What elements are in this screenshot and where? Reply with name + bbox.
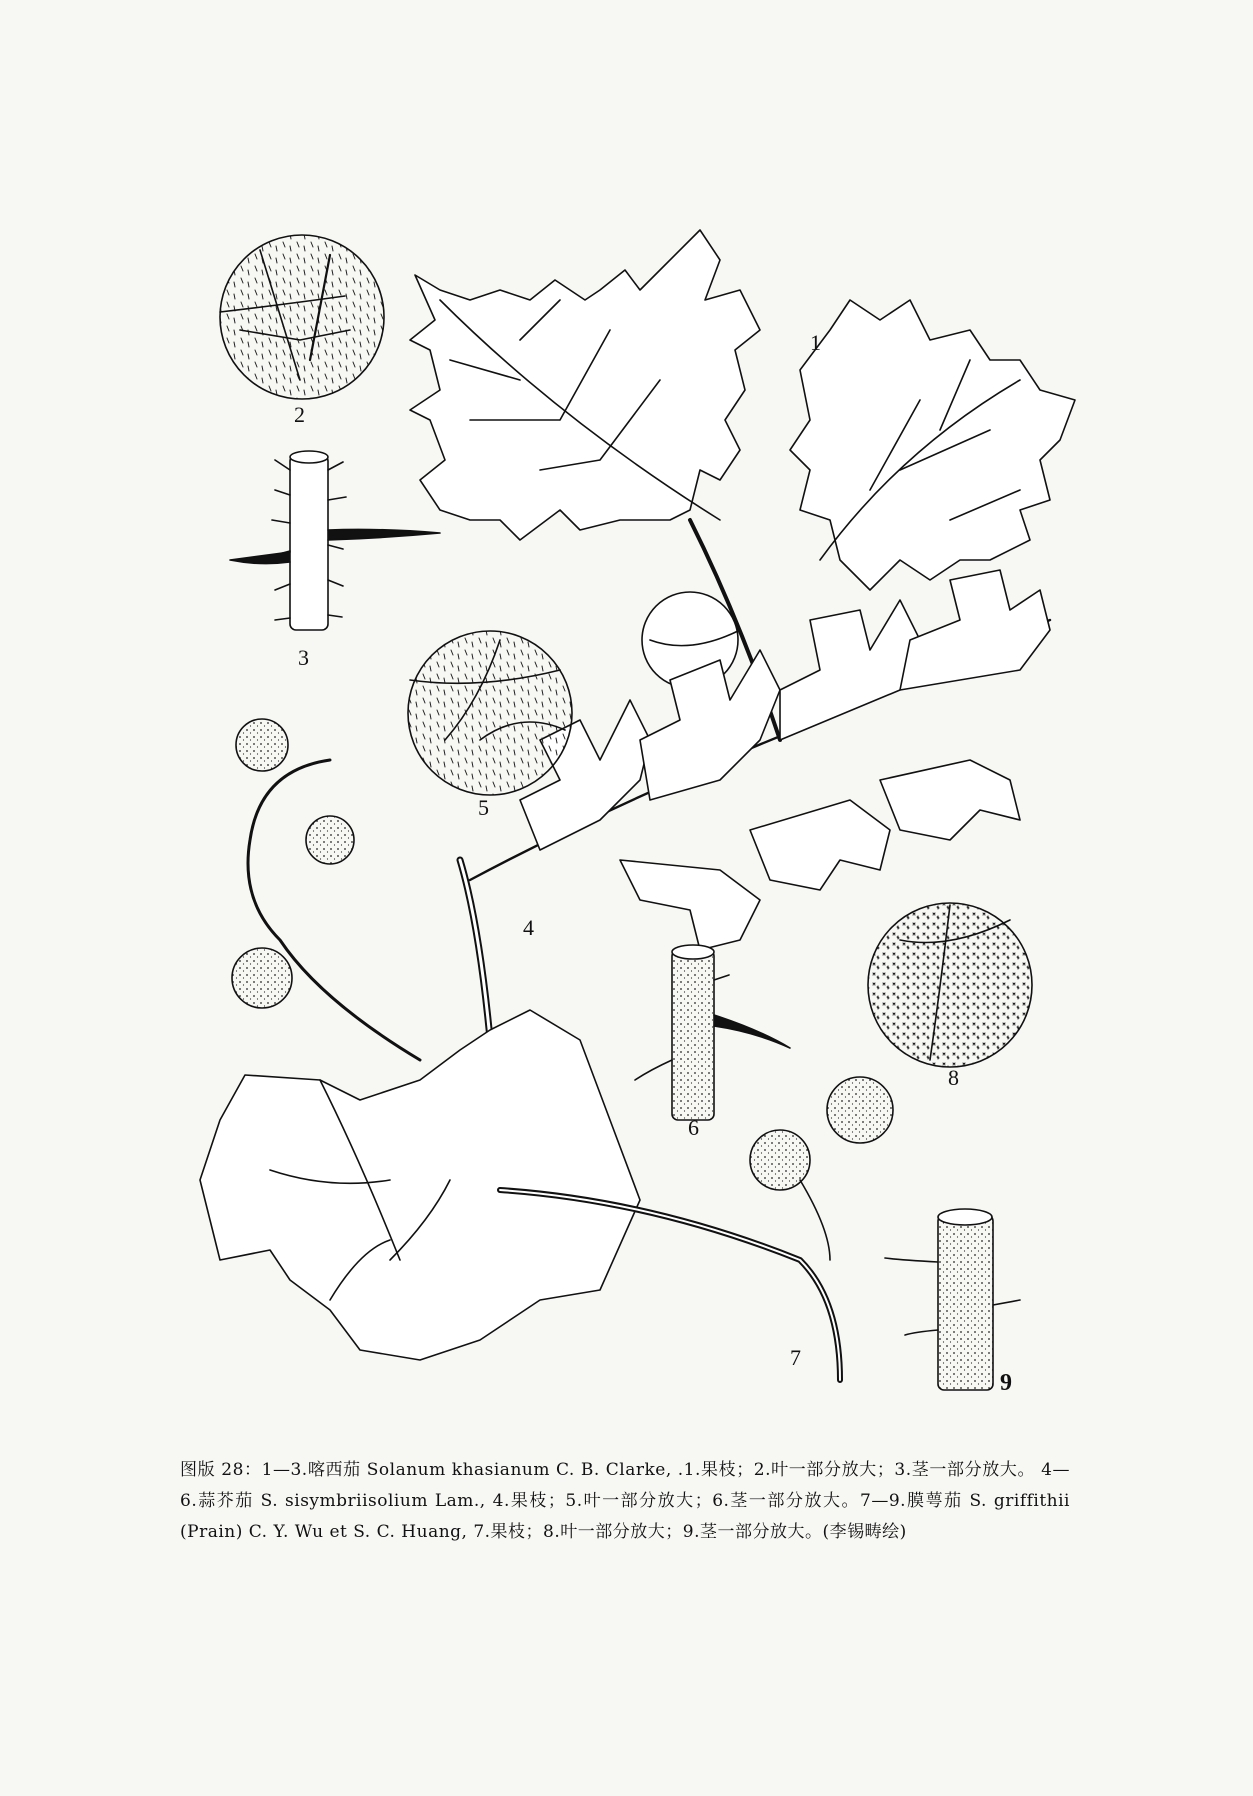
figure-label-2: 2 — [294, 402, 305, 427]
figure-2-leaf-detail — [220, 235, 384, 399]
figure-4-fruits — [232, 719, 420, 1060]
figure-7-fruit-branch — [200, 1010, 893, 1380]
figure-label-3: 3 — [298, 645, 309, 670]
plate-caption — [180, 1455, 1070, 1548]
figure-3-stem-detail — [230, 451, 440, 630]
figure-label-8: 8 — [948, 1065, 959, 1090]
figure-label-6: 6 — [688, 1115, 699, 1140]
figure-5-leaf-detail — [408, 631, 572, 795]
figure-label-5: 5 — [478, 795, 489, 820]
figure-9-stem-detail — [885, 1209, 1020, 1390]
figure-label-9: 9 — [1000, 1370, 1012, 1396]
caption-text: 图版 28：1—3.喀西茄 Solanum khasianum C. B. Clarke, .1.果枝；2.叶一部分放大；3.茎一部分放大。 4—6.蒜芥茄 S. sisymbriisolium Lam., 4.果枝；5.叶一部分放大；6.茎一部分放大。7—9.膜萼茄 S. griffithii (Prain) C. Y. Wu et S. C. Huang, 7.果枝；8.叶一部分放大；9.茎一部分放大。(李锡畴绘) — [180, 1460, 1070, 1542]
figure-6-stem-detail — [635, 945, 790, 1120]
figure-label-1: 1 — [810, 330, 821, 355]
figure-label-7: 7 — [790, 1345, 801, 1370]
figure-label-4: 4 — [523, 915, 534, 940]
figure-8-leaf-detail — [868, 903, 1032, 1067]
